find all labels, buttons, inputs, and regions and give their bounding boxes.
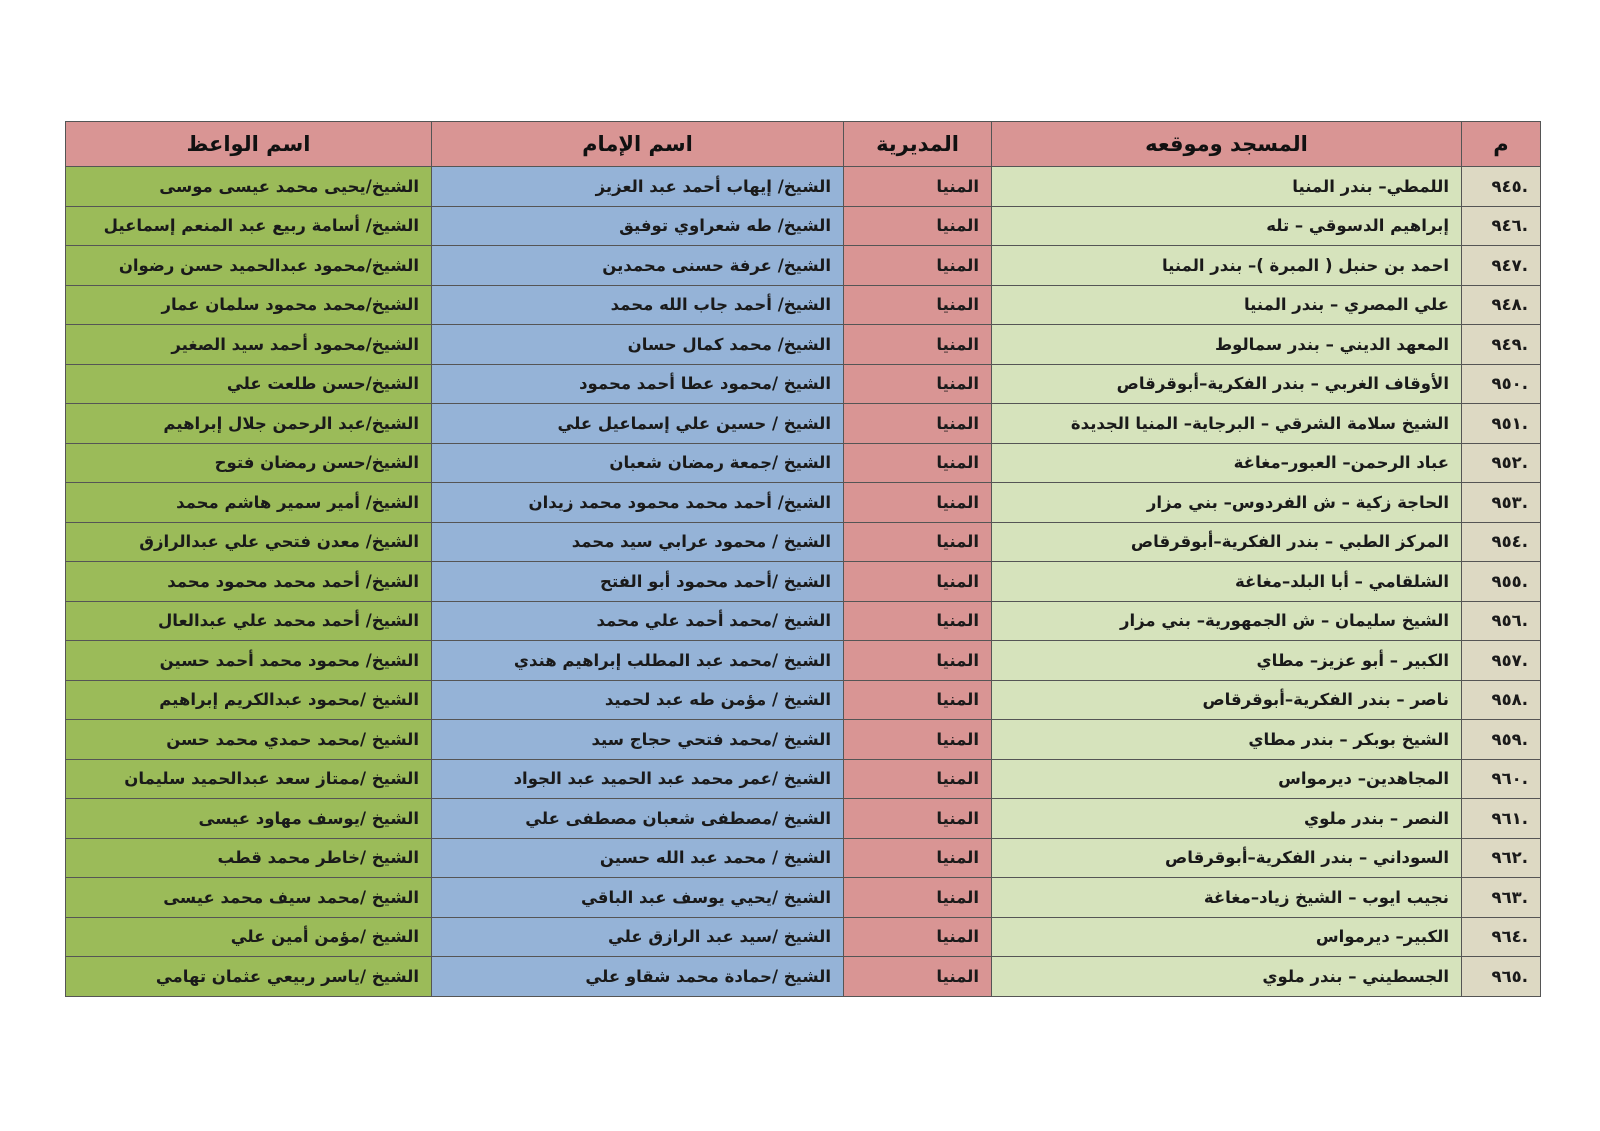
directorate-cell: المنيا <box>844 246 992 286</box>
mosque-cell: ناصر – بندر الفكرية–أبوقرقاص <box>992 680 1462 720</box>
table-row <box>66 917 1541 957</box>
table-body <box>66 167 1541 997</box>
row-number: ٩٥٠. <box>1462 364 1541 404</box>
mosque-cell: الشيخ سلامة الشرقي – البرجاية– المنيا الجديدة <box>992 404 1462 444</box>
mosque-cell: الجسطيني – بندر ملوي <box>992 957 1462 997</box>
table-row <box>66 641 1541 681</box>
row-number: ٩٦٣. <box>1462 878 1541 918</box>
directorate-cell: المنيا <box>844 364 992 404</box>
mosque-cell: الشيخ بوبكر – بندر مطاي <box>992 720 1462 760</box>
preacher-cell: الشيخ/محمد محمود سلمان عمار <box>66 285 432 325</box>
table-row <box>66 167 1541 207</box>
directorate-cell: المنيا <box>844 285 992 325</box>
row-number: ٩٦٤. <box>1462 917 1541 957</box>
preacher-cell: الشيخ/عبد الرحمن جلال إبراهيم <box>66 404 432 444</box>
imam-cell: الشيخ /محمد فتحي حجاج سيد <box>432 720 844 760</box>
preacher-cell: الشيخ/ أسامة ربيع عبد المنعم إسماعيل <box>66 206 432 246</box>
row-number: ٩٥٥. <box>1462 562 1541 602</box>
mosque-cell: السوداني – بندر الفكرية–أبوقرقاص <box>992 838 1462 878</box>
preacher-cell: الشيخ/ أحمد محمد محمود محمد <box>66 562 432 602</box>
row-number: ٩٤٨. <box>1462 285 1541 325</box>
preacher-cell: الشيخ/ أمير سمير هاشم محمد <box>66 483 432 523</box>
table-row <box>66 483 1541 523</box>
table-row <box>66 680 1541 720</box>
mosque-roster-table <box>65 121 1541 997</box>
table-row <box>66 522 1541 562</box>
preacher-cell: الشيخ/ أحمد محمد علي عبدالعال <box>66 601 432 641</box>
mosque-cell: عباد الرحمن– العبور–مغاغة <box>992 443 1462 483</box>
preacher-cell: الشيخ /ممتاز سعد عبدالحميد سليمان <box>66 759 432 799</box>
header-row <box>66 122 1541 167</box>
imam-cell: الشيخ /حمادة محمد شقاو علي <box>432 957 844 997</box>
preacher-cell: الشيخ /محمد حمدي محمد حسن <box>66 720 432 760</box>
imam-cell: الشيخ /سيد عبد الرازق علي <box>432 917 844 957</box>
preacher-cell: الشيخ /خاطر محمد قطب <box>66 838 432 878</box>
directorate-cell: المنيا <box>844 799 992 839</box>
table-row <box>66 601 1541 641</box>
row-number: ٩٦١. <box>1462 799 1541 839</box>
imam-cell: الشيخ /جمعة رمضان شعبان <box>432 443 844 483</box>
row-number: ٩٥٨. <box>1462 680 1541 720</box>
directorate-cell: المنيا <box>844 483 992 523</box>
preacher-cell: الشيخ/حسن طلعت علي <box>66 364 432 404</box>
preacher-cell: الشيخ/محمود أحمد سيد الصغير <box>66 325 432 365</box>
imam-cell: الشيخ/ طه شعراوي توفيق <box>432 206 844 246</box>
imam-cell: الشيخ/ عرفة حسنى محمدين <box>432 246 844 286</box>
header-directorate: المديرية <box>844 122 992 167</box>
preacher-cell: الشيخ /مؤمن أمين علي <box>66 917 432 957</box>
mosque-cell: الكبير– ديرمواس <box>992 917 1462 957</box>
imam-cell: الشيخ / مؤمن طه عبد لحميد <box>432 680 844 720</box>
table-row <box>66 443 1541 483</box>
row-number: ٩٥٧. <box>1462 641 1541 681</box>
row-number: ٩٥١. <box>1462 404 1541 444</box>
preacher-cell: الشيخ /محمود عبدالكريم إبراهيم <box>66 680 432 720</box>
preacher-cell: الشيخ /محمد سيف محمد عيسى <box>66 878 432 918</box>
imam-cell: الشيخ /محمود عطا أحمد محمود <box>432 364 844 404</box>
row-number: ٩٥٤. <box>1462 522 1541 562</box>
imam-cell: الشيخ/ أحمد جاب الله محمد <box>432 285 844 325</box>
mosque-cell: الحاجة زكية – ش الفردوس– بني مزار <box>992 483 1462 523</box>
mosque-cell: إبراهيم الدسوقي – تله <box>992 206 1462 246</box>
imam-cell: الشيخ / محمد عبد الله حسين <box>432 838 844 878</box>
table-row <box>66 285 1541 325</box>
mosque-cell: نجيب ايوب – الشيخ زياد–مغاغة <box>992 878 1462 918</box>
directorate-cell: المنيا <box>844 601 992 641</box>
imam-cell: الشيخ /عمر محمد عبد الحميد عبد الجواد <box>432 759 844 799</box>
preacher-cell: الشيخ /يوسف مهاود عيسى <box>66 799 432 839</box>
imam-cell: الشيخ / محمود عرابي سيد محمد <box>432 522 844 562</box>
table-row <box>66 957 1541 997</box>
mosque-cell: اللمطي– بندر المنيا <box>992 167 1462 207</box>
row-number: ٩٥٦. <box>1462 601 1541 641</box>
row-number: ٩٦٠. <box>1462 759 1541 799</box>
directorate-cell: المنيا <box>844 680 992 720</box>
imam-cell: الشيخ /أحمد محمود أبو الفتح <box>432 562 844 602</box>
mosque-cell: المجاهدين– ديرمواس <box>992 759 1462 799</box>
directorate-cell: المنيا <box>844 759 992 799</box>
table-row <box>66 878 1541 918</box>
table-row <box>66 206 1541 246</box>
imam-cell: الشيخ/ محمد كمال حسان <box>432 325 844 365</box>
directorate-cell: المنيا <box>844 206 992 246</box>
directorate-cell: المنيا <box>844 878 992 918</box>
imam-cell: الشيخ/ أحمد محمد محمود محمد زيدان <box>432 483 844 523</box>
directorate-cell: المنيا <box>844 562 992 602</box>
row-number: ٩٤٦. <box>1462 206 1541 246</box>
table-row <box>66 562 1541 602</box>
mosque-cell: المركز الطبي – بندر الفكرية–أبوقرقاص <box>992 522 1462 562</box>
table-row <box>66 246 1541 286</box>
header-preacher: اسم الواعظ <box>66 122 432 167</box>
header-imam: اسم الإمام <box>432 122 844 167</box>
table-row <box>66 364 1541 404</box>
row-number: ٩٤٩. <box>1462 325 1541 365</box>
directorate-cell: المنيا <box>844 325 992 365</box>
mosque-cell: النصر – بندر ملوي <box>992 799 1462 839</box>
imam-cell: الشيخ /محمد أحمد علي محمد <box>432 601 844 641</box>
header-mosque: المسجد وموقعه <box>992 122 1462 167</box>
imam-cell: الشيخ /محمد عبد المطلب إبراهيم هندي <box>432 641 844 681</box>
table-row <box>66 404 1541 444</box>
directorate-cell: المنيا <box>844 957 992 997</box>
mosque-cell: الكبير – أبو عزيز– مطاي <box>992 641 1462 681</box>
row-number: ٩٤٧. <box>1462 246 1541 286</box>
imam-cell: الشيخ/ إيهاب أحمد عبد العزيز <box>432 167 844 207</box>
row-number: ٩٦٢. <box>1462 838 1541 878</box>
directorate-cell: المنيا <box>844 167 992 207</box>
mosque-cell: احمد بن حنبل ( المبرة )– بندر المنيا <box>992 246 1462 286</box>
row-number: ٩٥٣. <box>1462 483 1541 523</box>
preacher-cell: الشيخ/ معدن فتحي علي عبدالرازق <box>66 522 432 562</box>
mosque-cell: الأوقاف الغربي – بندر الفكرية–أبوقرقاص <box>992 364 1462 404</box>
directorate-cell: المنيا <box>844 404 992 444</box>
directorate-cell: المنيا <box>844 443 992 483</box>
directorate-cell: المنيا <box>844 917 992 957</box>
directorate-cell: المنيا <box>844 522 992 562</box>
mosque-cell: الشيخ سليمان – ش الجمهورية– بني مزار <box>992 601 1462 641</box>
directorate-cell: المنيا <box>844 838 992 878</box>
mosque-cell: الشلقامي – أبا البلد–مغاغة <box>992 562 1462 602</box>
directorate-cell: المنيا <box>844 720 992 760</box>
imam-cell: الشيخ / حسين علي إسماعيل علي <box>432 404 844 444</box>
preacher-cell: الشيخ/حسن رمضان فتوح <box>66 443 432 483</box>
table-row <box>66 838 1541 878</box>
directorate-cell: المنيا <box>844 641 992 681</box>
table-row <box>66 325 1541 365</box>
preacher-cell: الشيخ/ محمود محمد أحمد حسين <box>66 641 432 681</box>
row-number: ٩٥٢. <box>1462 443 1541 483</box>
imam-cell: الشيخ /مصطفى شعبان مصطفى علي <box>432 799 844 839</box>
imam-cell: الشيخ /يحيي يوسف عبد الباقي <box>432 878 844 918</box>
mosque-cell: المعهد الديني – بندر سمالوط <box>992 325 1462 365</box>
table-row <box>66 720 1541 760</box>
table-row <box>66 799 1541 839</box>
mosque-cell: علي المصري – بندر المنيا <box>992 285 1462 325</box>
row-number: ٩٤٥. <box>1462 167 1541 207</box>
preacher-cell: الشيخ/محمود عبدالحميد حسن رضوان <box>66 246 432 286</box>
row-number: ٩٥٩. <box>1462 720 1541 760</box>
row-number: ٩٦٥. <box>1462 957 1541 997</box>
header-num: م <box>1462 122 1541 167</box>
preacher-cell: الشيخ/يحيى محمد عيسى موسى <box>66 167 432 207</box>
preacher-cell: الشيخ /ياسر ربيعي عثمان تهامي <box>66 957 432 997</box>
table-row <box>66 759 1541 799</box>
